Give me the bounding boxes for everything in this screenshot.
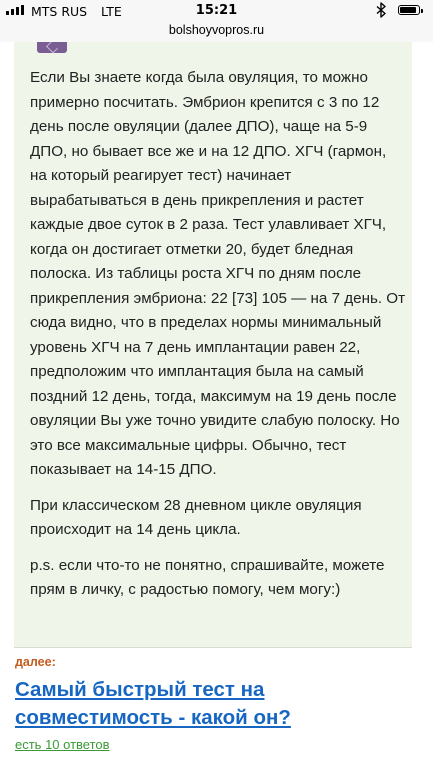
answer-paragraph: При классическом 28 дневном цикле овуляция происходит на 14 день цикла. — [30, 496, 362, 538]
answer-paragraph: p.s. если что-то не понятно, спрашивайте, можете прям в личку, с радостью помогу, чем могу:) — [30, 556, 385, 598]
answers-count-link[interactable]: есть 10 ответов — [15, 737, 110, 752]
status-bar — [0, 0, 433, 22]
bluetooth-icon — [375, 2, 387, 18]
network-type: LTE — [101, 4, 122, 19]
url-text: bolshoyvopros.ru — [168, 23, 265, 37]
next-label: далее: — [15, 655, 56, 669]
battery-level — [400, 7, 416, 13]
answer-card — [14, 42, 412, 648]
status-time: 15:21 — [195, 3, 238, 18]
avatar[interactable] — [37, 42, 67, 53]
answer-paragraph: Если Вы знаете когда была овуляция, то можно примерно посчитать. Эмбрион крепится с 3 по 12 день после овуляции (далее ДПО), чаще на 5-9 ДПО, но бывает все же и на 12 ДПО. ХГЧ (гармон, на который реагирует тест) начинает вырабатываться в день прикрепления и растет каждые двое суток в 2 раза. Тест улавливает ХГЧ, когда он достигает отметки 20, будет бледная полоска. Из таблицы роста ХГЧ по дням после прикрепления эмбриона: 22 [73] 105 — на 7 день. От сюда видно, что в пределах нормы минимальный уровень ХГЧ на 7 день имплантации равен 22, предположим что имплантация была на самый поздний 12 день, тогда, максимум на 19 день после овуляции Вы уже точно увидите слабую полоску. Но это все максимальные цифры. Обычно, тест показывает на 14-15 ДПО. — [30, 69, 406, 478]
carrier-name: MTS RUS — [31, 4, 88, 19]
answer-body — [30, 66, 406, 603]
url-bar[interactable] — [0, 22, 433, 42]
battery-icon — [398, 5, 420, 15]
divider — [14, 647, 412, 648]
next-question-link[interactable]: Самый быстрый тест на совместимость - какой он? — [15, 678, 291, 729]
